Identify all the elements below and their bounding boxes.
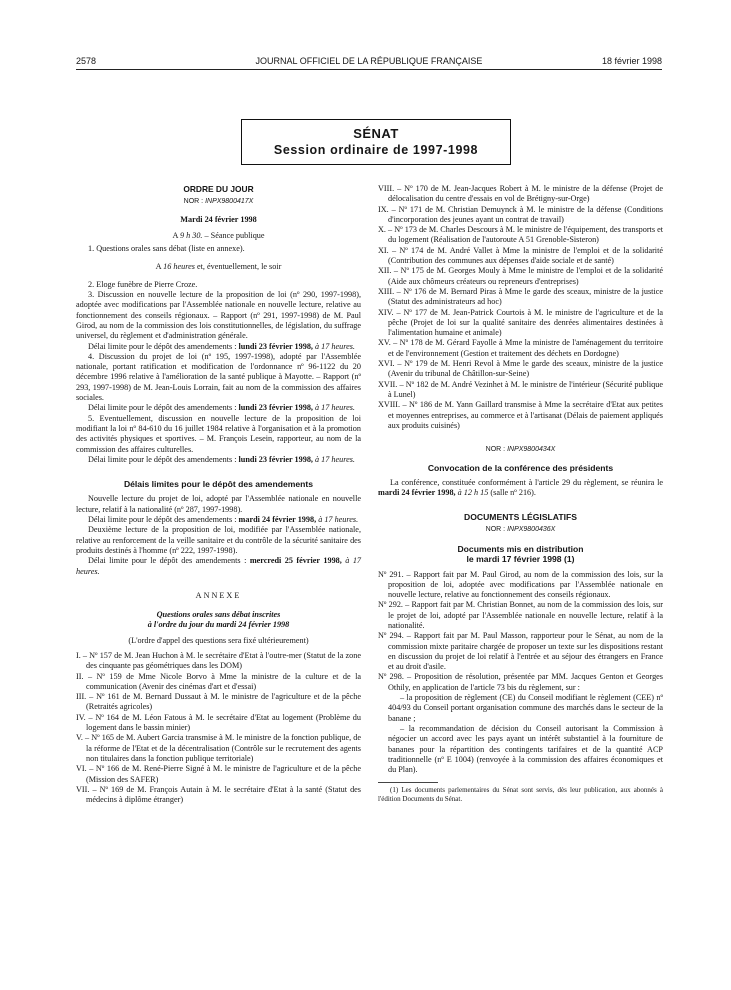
delais-paragraph-2-limit: Délai limite pour le dépôt des amendements : mercredi 25 février 1998, à 17 heures. [76,556,362,576]
convocation-text: La conférence, constituée conformément à l'article 29 du règlement, se réunira le mardi 24 février 1998, à 12 h 15 (salle nº 216). [378,477,663,498]
agenda-item-4-delai: Délai limite pour le dépôt des amendements : lundi 23 février 1998, à 17 heures. [88,403,355,413]
question-item: II. – Nº 159 de Mme Nicole Borvo à Mme la ministre de la culture et de la communication (Avenir des cinémas d'art et d'essai) [76,671,361,691]
question-item: XII. – Nº 175 de M. Georges Mouly à Mme le ministre de l'emploi et de la solidarité (Aide aux chômeurs créateurs ou repreneurs d'entreprises) [378,266,663,286]
agenda-item-5: 5. Eventuellement, discussion en nouvelle lecture de la proposition de loi modifiant la loi nº 84-610 du 16 juillet 1984 relative à l'organisation et à la promotion des activités physiques et sportives. – M. François Lesein, rapporteur, au nom de la commission des affaires culturelles. [76,413,361,454]
question-item: VIII. – Nº 170 de M. Jean-Jacques Robert à M. le ministre de la défense (Projet de délocalisation du centre d'essais en vol de Brétigny-sur-Orge) [378,184,663,204]
document-item: Nº 292. – Rapport fait par M. Christian Bonnet, au nom de la commission des lois, sur le projet de loi, adopté par l'Assemblée nationale en nouvelle lecture, relatif à la nationalité. [378,600,663,630]
documents-title: DOCUMENTS LÉGISLATIFS [464,512,577,523]
senate-title: SÉNAT [353,126,399,141]
right-column [378,184,663,803]
question-item: XVII. – Nº 182 de M. André Vezinhet à M. le ministre de l'intérieur (Sécurité publique à Lunel) [378,379,663,399]
documents-subtitle-2: le mardi 17 février 1998 (1) [466,554,575,565]
question-item: III. – Nº 161 de M. Bernard Dussaut à M. le ministre de l'agriculture et de la pêche (Retraités agricoles) [76,692,361,712]
document-298-subitem-b: – la recommandation de décision du Conseil autorisant la Commission à négocier un accord avec les pays ayant un intérêt substantiel à la fourniture de bananes pour la répartition des contingents tarifaires et de la quantité ACP traditionnelle (nº E 1004) (renvoyée à la commission des affaires économiques et du Plan). [388,723,663,775]
title-box [241,119,511,165]
convocation-title: Convocation de la conférence des présidents [427,463,614,474]
agenda-item-3-delai: Délai limite pour le dépôt des amendements : lundi 23 février 1998, à 17 heures. [88,341,355,351]
question-item: XIII. – Nº 176 de M. Bernard Piras à Mme le garde des sceaux, ministre de la justice (Statut des administrateurs ad hoc) [378,286,663,307]
question-item: XVIII. – Nº 186 de M. Yann Gaillard transmise à Mme la secrétaire d'Etat aux petites et moyennes entreprises, au commerce et à l'artisanat (Délais de paiement appliqués aux produits cuisinés) [378,400,663,430]
annexe-subtitle-1: Questions orales sans débat inscrites [156,610,281,620]
delais-paragraph-2: Deuxième lecture de la proposition de loi, modifiée par l'Assemblée nationale, relative au renforcement de la veille sanitaire et du contrôle de la sécurité sanitaire des produits destinés à l'homme (nº 222, 1997-1998). [76,525,361,555]
question-item: VII. – Nº 169 de M. François Autain à M. le secrétaire d'Etat à la santé (Statut des médecins à diplôme étranger) [76,784,361,805]
journal-title: JOURNAL OFFICIEL DE LA RÉPUBLIQUE FRANÇAISE [255,56,483,66]
questions-list-left [76,651,361,805]
document-item: Nº 291. – Rapport fait par M. Paul Girod, au nom de la commission des lois, sur la proposition de loi, adoptée avec modifications par l'Assemblée nationale en nouvelle lecture, relative au fonctionnement des conseils régionaux. [378,569,663,600]
documents-list [378,570,663,776]
nor-code-2: NOR : INPX9800434X [485,446,556,454]
ordre-du-jour-title: ORDRE DU JOUR [183,184,254,194]
footnote: (1) Les documents parlementaires du Sénat sont servis, dès leur publication, aux abonnés à l'édition Documents du Sénat. [378,786,663,803]
question-item: XV. – Nº 178 de M. Gérard Fayolle à Mme la ministre de l'aménagement du territoire et de l'environnement (Gestion et traitement des déchets en Dordogne) [378,338,663,358]
agenda-item-2: 2. Eloge funèbre de Pierre Croze. [88,279,198,289]
question-item: I. – Nº 157 de M. Jean Huchon à M. le secrétaire d'Etat à l'outre-mer (Statut de la zone des cinquante pas géométriques dans les DOM) [76,650,361,671]
delais-title: Délais limites pour le dépôt des amendements [123,479,314,490]
question-item: IX. – Nº 171 de M. Christian Demuynck à M. le ministre de la défense (Conditions d'incorporation des jeunes ayant un contrat de travail) [378,204,663,224]
nor-code-3: NOR : INPX9800436X [485,525,556,533]
question-item: XVI. – Nº 179 de M. Henri Revol à Mme le garde des sceaux, ministre de la justice (Avenir du tribunal de Châtillon-sur-Seine) [378,359,663,379]
seance-line: A 9 h 30. – Séance publique [172,230,265,240]
question-item: XIV. – Nº 177 de M. Jean-Patrick Courtois à M. le ministre de l'agriculture et de la pêche (Projet de loi sur la qualité sanitaire des denrées alimentaires destinées à l'alimentation humaine et animale) [378,307,663,338]
annexe-subtitle-2: à l'ordre du jour du mardi 24 février 1998 [147,620,290,630]
question-item: XI. – Nº 174 de M. André Vallet à Mme la ministre de l'emploi et de la solidarité (Contribution des communes aux dépenses d'aide sociale et de santé) [378,245,663,266]
soir-line: A 16 heures et, éventuellement, le soir [155,262,282,272]
question-item: X. – Nº 173 de M. Charles Descours à M. le ministre de l'équipement, des transports et du logement (Réalisation de l'autoroute A 51 Grenoble-Sisteron) [378,225,663,245]
issue-date: 18 février 1998 [601,56,662,66]
documents-subtitle-1: Documents mis en distribution [457,543,584,554]
questions-list-right [378,184,663,431]
delais-paragraph-1: Nouvelle lecture du projet de loi, adopté par l'Assemblée nationale en nouvelle lecture, relatif à la nationalité (nº 287, 1997-1998). [76,494,361,514]
document-item: Nº 294. – Rapport fait par M. Paul Masson, rapporteur pour le Sénat, au nom de la commission mixte paritaire chargée de proposer un texte sur les dispositions restant en discussion du projet de loi relatif à l'entrée et au séjour des étrangers en France et au droit d'asile. [378,631,663,672]
footnote-rule [378,782,438,783]
document-298-subitem-a: – la proposition de règlement (CE) du Conseil modifiant le règlement (CEE) nº 404/93 du Conseil portant organisation commune des marchés dans le secteur de la banane ; [388,693,663,723]
question-item: VI. – Nº 166 de M. René-Pierre Signé à M. le ministre de l'agriculture et de la pêche (Mission des SAFER) [76,764,361,784]
left-column [76,184,361,805]
annexe-title: ANNEXE [195,590,242,600]
page-number: 2578 [76,56,97,66]
annexe-note: (L'ordre d'appel des questions sera fixé ultérieurement) [128,635,309,645]
document-item: Nº 298. – Proposition de résolution, présentée par MM. Jacques Genton et Georges Othily, en application de l'article 73 bis du règlement, sur : [378,672,663,692]
agenda-item-5-delai: Délai limite pour le dépôt des amendements : lundi 23 février 1998, à 17 heures. [88,454,355,464]
agenda-item-4: 4. Discussion du projet de loi (nº 195, 1997-1998), adopté par l'Assemblée nationale, portant ratification et modification de l'ordonnance nº 96-1122 du 20 décembre 1996 relative à l'amélioration de la santé publique à Mayotte. – Rapport (nº 293, 1997-1998) de M. Jean-Louis Lorrain, fait au nom de la commission des affaires sociales. [76,351,361,403]
header-rule [76,69,662,70]
session-title: Session ordinaire de 1997-1998 [273,143,479,157]
delais-paragraph-1-limit: Délai limite pour le dépôt des amendements : mardi 24 février 1998, à 17 heures. [88,515,359,525]
nor-code-1: NOR : INPX9800417X [183,198,254,206]
page-header [76,56,662,70]
question-item: IV. – Nº 164 de M. Léon Fatous à M. le secrétaire d'Etat au logement (Problème du logement dans le bassin minier) [76,712,361,733]
question-item: V. – Nº 165 de M. Aubert Garcia transmise à M. le ministre de la fonction publique, de la réforme de l'Etat et de la décentralisation (Contrôle sur le recrutement des agents non titulaires dans la fonction publique territoriale) [76,733,361,763]
agenda-item-3: 3. Discussion en nouvelle lecture de la proposition de loi (nº 290, 1997-1998), adoptée avec modifications par l'Assemblée nationale en nouvelle lecture, relative au fonctionnement des conseils régionaux. – Rapport (nº 291, 1997-1998) de M. Paul Girod, au nom de la commission des lois constitutionnelles, de législation, du suffrage universel, du règlement et d'administration générale. [76,290,361,341]
date-line: Mardi 24 février 1998 [180,214,257,224]
agenda-item-1: 1. Questions orales sans débat (liste en annexe). [88,244,245,254]
